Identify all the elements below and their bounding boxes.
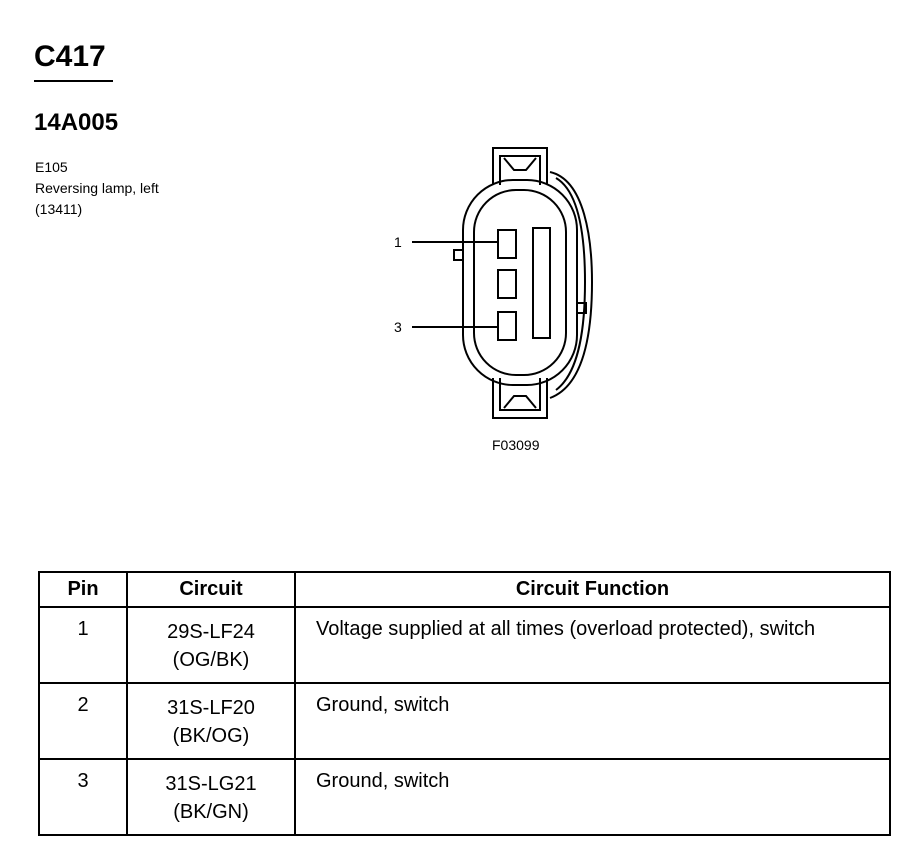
header-circuit: Circuit bbox=[127, 572, 295, 607]
left-nub bbox=[454, 250, 463, 260]
pin-cavity-2 bbox=[498, 270, 516, 298]
header-function: Circuit Function bbox=[295, 572, 890, 607]
pin-cavity-1 bbox=[498, 230, 516, 258]
pin-cell: 1 bbox=[39, 607, 127, 683]
circuit-cell bbox=[127, 759, 295, 835]
wire-color: (BK/GN) bbox=[173, 801, 249, 823]
table-header-row bbox=[39, 572, 890, 607]
part-number: 14A005 bbox=[34, 109, 119, 136]
wire-color: (OG/BK) bbox=[172, 649, 250, 671]
connector-body-inner bbox=[474, 190, 566, 375]
table-row bbox=[39, 759, 890, 835]
pin-cavity-3 bbox=[498, 312, 516, 340]
pin-label-1: 1 bbox=[394, 234, 402, 250]
pin-label-3: 3 bbox=[394, 319, 402, 335]
table-row bbox=[39, 607, 890, 683]
circuit-code: 31S-LG21 bbox=[165, 773, 257, 795]
function-cell: Voltage supplied at all times (overload protected), switch bbox=[295, 607, 890, 683]
connector-id-underline bbox=[34, 80, 113, 82]
table-row bbox=[39, 683, 890, 759]
component-name: Reversing lamp, left bbox=[35, 180, 159, 196]
connector-id: C417 bbox=[34, 40, 106, 73]
polarization-slot bbox=[533, 228, 550, 338]
component-code: E105 bbox=[35, 159, 68, 175]
wire-color: (BK/OG) bbox=[172, 725, 250, 747]
circuit-cell bbox=[127, 607, 295, 683]
figure-id: F03099 bbox=[492, 437, 540, 453]
circuit-code: 29S-LF24 bbox=[167, 621, 255, 643]
circuit-code: 31S-LF20 bbox=[167, 697, 255, 719]
connector-face-diagram bbox=[380, 140, 620, 460]
pin-table bbox=[38, 571, 891, 836]
function-cell: Ground, switch bbox=[295, 759, 890, 835]
function-cell: Ground, switch bbox=[295, 683, 890, 759]
circuit-cell bbox=[127, 683, 295, 759]
pin-cell: 3 bbox=[39, 759, 127, 835]
component-info bbox=[35, 157, 159, 220]
header-pin: Pin bbox=[39, 572, 127, 607]
component-ref: (13411) bbox=[35, 201, 83, 217]
pin-cell: 2 bbox=[39, 683, 127, 759]
